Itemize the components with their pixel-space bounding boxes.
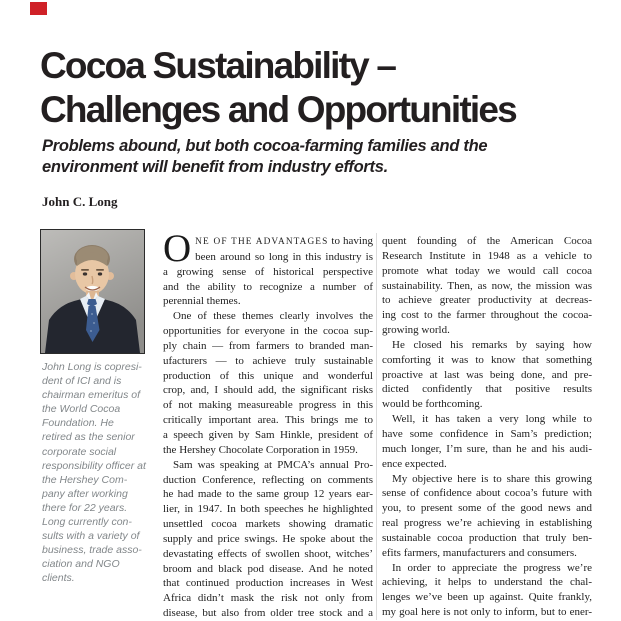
- text-line: Research Institute in 1948 as a vehicle to: [382, 249, 592, 262]
- caption-line: business, trade asso-: [42, 544, 142, 557]
- text-line: dicted confidently that positive results: [382, 383, 592, 396]
- small-caps-lead: NE OF THE ADVANTAGES: [195, 237, 329, 247]
- caption-line: pany after working: [42, 487, 128, 500]
- article-subtitle-line1: Problems abound, but both cocoa-farming families and the: [42, 137, 488, 155]
- text-line: efits farmers, manufacturers and consumers.: [382, 546, 577, 559]
- text-line: devastating effects of swollen shoot, witches’: [163, 547, 373, 560]
- text-line: critically important area. This brings me to: [163, 414, 373, 427]
- article-title: [40, 44, 516, 132]
- author-byline: John C. Long: [42, 194, 118, 209]
- text-line: unsettled cocoa markets showing dramatic: [163, 518, 373, 531]
- text-line: achieving, it helps to understand the chal-: [382, 576, 592, 589]
- text-line: promote what today we would call cocoa: [382, 264, 592, 277]
- text-line: of not making measureable progress in this: [163, 399, 373, 412]
- article-subtitle-line2: environment will benefit from industry efforts.: [42, 157, 388, 176]
- text-line: quent founding of the American Cocoa: [382, 235, 592, 247]
- article-column-1: [163, 227, 373, 621]
- text-line: duction Conference, reflecting on comments: [163, 473, 373, 486]
- caption-line: there for 22 years.: [42, 501, 128, 514]
- text-line: lier, in 1947. In both speeches he highlighted: [163, 503, 373, 516]
- text-line: been around so long in this industry is: [195, 250, 373, 263]
- text-line: sustainability. Then, as now, the mission was: [382, 279, 592, 292]
- caption-line: John Long is copresi-: [42, 361, 142, 373]
- text-line: NE OF THE ADVANTAGES to having: [195, 235, 373, 247]
- caption-line: corporate social: [42, 445, 117, 458]
- caption-line: Long currently con-: [42, 516, 132, 529]
- caption-line: chairman emeritus of: [42, 389, 141, 402]
- paragraph: [163, 309, 373, 457]
- text-line: production of this unique and wonderful: [163, 369, 373, 382]
- caption-line: the World Cocoa: [42, 403, 121, 416]
- text-line: In order to appreciate the progress we’re: [392, 561, 592, 574]
- paragraph: [163, 227, 373, 309]
- text-line: opportunities for everyone in the cocoa sup-: [163, 325, 373, 338]
- paragraph: [382, 472, 592, 561]
- text-line: broom and black pod disease. And he noted: [163, 562, 373, 575]
- author-photo: [40, 229, 145, 354]
- red-corner-mark: [30, 2, 47, 15]
- portrait-illustration: [41, 230, 144, 353]
- caption-line: responsibility officer at: [42, 459, 146, 472]
- article-subtitle: [42, 136, 487, 177]
- text-line: growing world.: [382, 324, 450, 337]
- text-line: sense of confidence about cocoa’s future with: [382, 487, 592, 500]
- text-line: that continued production increases in West: [163, 577, 373, 590]
- article-column-2: [382, 234, 592, 620]
- text-line: a speech given by Sam Hinkle, president of: [163, 428, 373, 441]
- paragraph: [382, 412, 592, 471]
- text-line: Sam was speaking at PMCA’s annual Pro-: [173, 458, 373, 471]
- text-line: crop, and, I should add, the significant risks: [163, 384, 373, 397]
- text-line: my goal here is not only to inform, but to ener-: [382, 606, 592, 619]
- text-line: ply chain — from farmers to branded man-: [163, 339, 373, 352]
- drop-cap: O: [163, 227, 192, 270]
- text-line: you, to present some of the good news and: [382, 502, 592, 515]
- article-title-line2: Challenges and Opportunities: [40, 89, 516, 130]
- text-line: proactive at last was being done, and pre-: [382, 368, 592, 381]
- text-line: ufacturers — to achieve truly sustainable: [163, 354, 373, 367]
- text-line: One of these themes clearly involves the: [173, 310, 373, 323]
- text-line: and the ability to recognize a number of: [163, 280, 373, 293]
- caption-line: ciation and NGO: [42, 558, 120, 571]
- column-divider: [376, 233, 377, 620]
- text-line: ing cost to the farmer throughout the cocoa-: [382, 309, 592, 322]
- text-line: sustainable cocoa production that truly ben-: [382, 531, 592, 544]
- text-line: real progress we’re achieving in establishing: [382, 517, 592, 530]
- text-line: he had made to the same group 12 years ear-: [163, 488, 373, 501]
- text-line: supply and price swings. He spoke about the: [163, 532, 373, 545]
- text-line: to achieve greater productivity at decreas-: [382, 294, 592, 307]
- caption-line: the Hershey Com-: [42, 473, 128, 486]
- text-line: He closed his remarks by saying how: [392, 338, 592, 351]
- text-line: comforting it was to know that something: [382, 353, 592, 366]
- caption-line: sults with a variety of: [42, 530, 140, 543]
- text-line: have some confidence in Sam’s prediction;: [382, 427, 592, 440]
- paragraph: [382, 338, 592, 412]
- text-line: lenges we’ve been up against. Quite frankly,: [382, 591, 592, 604]
- text-line: Well, it has taken a very long while to: [392, 413, 592, 426]
- text-line: ence expected.: [382, 457, 447, 470]
- text-line: perennial themes.: [163, 295, 241, 308]
- article-title-line1: Cocoa Sustainability –: [40, 45, 396, 86]
- photo-caption: [42, 360, 155, 586]
- text-line: disease, but also from older tree stock and a: [163, 607, 373, 620]
- caption-line: dent of ICI and is: [42, 375, 122, 388]
- text-line: the Hershey Chocolate Corporation in 1959.: [163, 443, 358, 456]
- text-line: My objective here is to share this growing: [392, 472, 592, 485]
- paragraph: [382, 234, 592, 338]
- caption-line: Foundation. He: [42, 417, 114, 430]
- caption-line: retired as the senior: [42, 431, 135, 444]
- paragraph: [163, 458, 373, 621]
- text-line: would be forthcoming.: [382, 398, 483, 411]
- text-line: a growing sense of historical perspective: [163, 265, 373, 278]
- text-line: much longer, I’m sure, than he and his audi-: [382, 442, 592, 455]
- paragraph: [382, 561, 592, 620]
- caption-line: clients.: [42, 572, 75, 585]
- text-line: Africa didn’t mask the risk not only from: [163, 592, 373, 605]
